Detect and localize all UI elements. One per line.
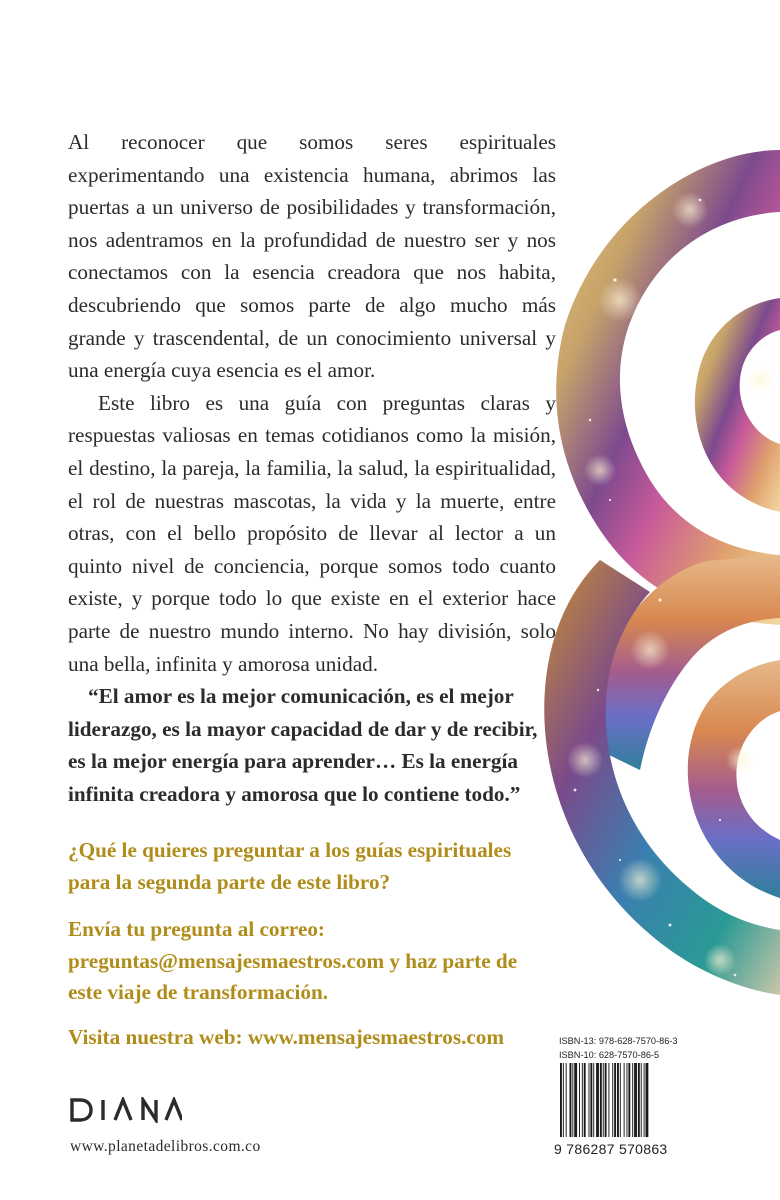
synopsis-paragraph-1: Al reconocer que somos seres espirituales experimentando una existencia humana, abrimos las puertas a un universo de posibilidades y transformación, nos adentramos en la profundidad de nuestro ser y nos conectamos con la esencia creadora que nos habita, descubriendo que somos parte de algo mucho más grande y trascendental, de un conocimiento universal y una energía cuya esencia es el amor. <box>68 130 556 383</box>
isbn-13: ISBN-13: 978-628-7570-86-3 <box>559 1036 678 1046</box>
invitation-website: Visita nuestra web: www.mensajesmaestros.com <box>68 1024 505 1049</box>
barcode-bars <box>558 1063 674 1139</box>
isbn-10: ISBN-10: 628-7570-86-5 <box>559 1049 660 1060</box>
invitation-question: ¿Qué le quieres preguntar a los guías espirituales para la segunda parte de este libro? <box>68 838 512 894</box>
diana-logo-icon <box>70 1097 182 1123</box>
barcode-number: 9 786287 570863 <box>554 1141 668 1157</box>
publisher-website: www.planetadelibros.com.co <box>70 1138 261 1155</box>
back-cover-text <box>68 126 556 1053</box>
featured-quote: “El amor es la mejor comunicación, es el mejor liderazgo, es la mayor capacidad de dar y de recibir, es la mejor energía para aprender… Es la energía infinita creadora y amorosa que lo contiene todo.” <box>68 684 538 806</box>
isbn-block <box>559 1035 678 1062</box>
barcode <box>554 1063 678 1165</box>
invitation-send-question: Envía tu pregunta al correo: preguntas@mensajesmaestros.com y haz parte de este viaje de transformación. <box>68 917 518 1005</box>
synopsis-paragraph-2: Este libro es una guía con preguntas claras y respuestas valiosas en temas cotidianos como la misión, el destino, la pareja, la familia, la salud, la espiritualidad, el rol de nuestras mascotas, la vida y la muerte, entre otras, con el bello propósito de llevar al lector a un quinto nivel de conciencia, porque somos todo cuanto existe, y porque todo lo que existe en el exterior hace parte de nuestro mundo interno. No hay división, solo una bella, infinita y amorosa unidad. <box>68 390 556 676</box>
publisher-logo <box>70 1097 182 1123</box>
